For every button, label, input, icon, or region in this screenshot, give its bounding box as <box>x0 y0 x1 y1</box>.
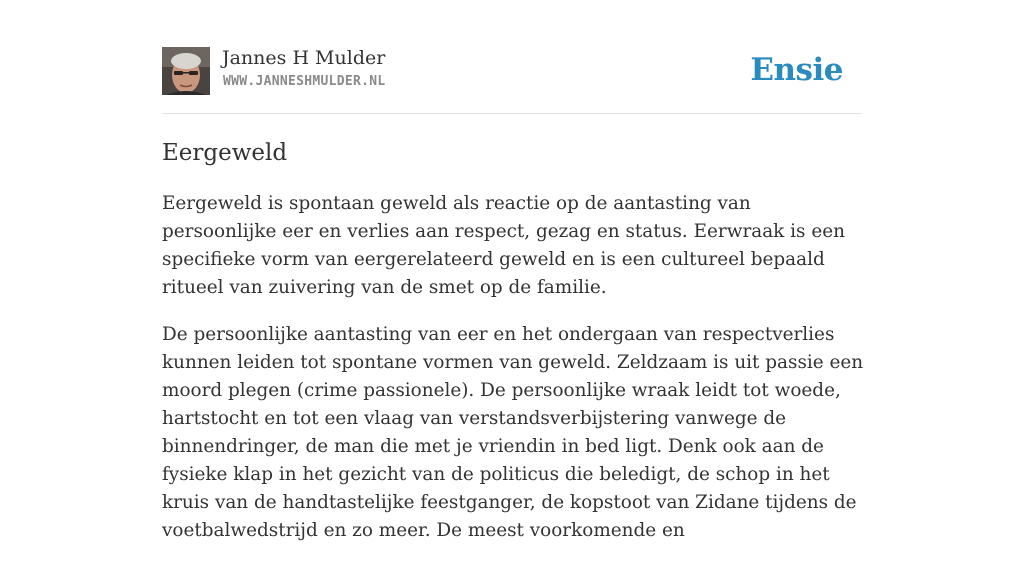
author-website-link[interactable]: WWW.JANNESHMULDER.NL <box>223 74 386 89</box>
article-title: Eergeweld <box>162 140 288 166</box>
header-divider <box>162 113 862 114</box>
article-paragraph-1: Eergeweld is spontaan geweld als reactie op de aantasting van persoonlijke eer en verlies aan respect, gezag en status. Eerwraak is een specifieke vorm van eergerelateerd geweld en is een cultureel bepaald ritueel van zuivering van de smet op de familie. <box>162 193 845 298</box>
article-body <box>162 190 868 564</box>
author-avatar[interactable] <box>162 47 210 95</box>
brand-logo[interactable]: Ensie <box>750 52 843 88</box>
article-paragraph-2: De persoonlijke aantasting van eer en het ondergaan van respectverlies kunnen leiden tot spontane vormen van geweld. Zeldzaam is uit passie een moord plegen (crime passionele). De persoonlijke wraak leidt tot woede, hartstocht en tot een vlaag van verstandsverbijstering vanwege de binnendringer, de man die met je vriendin in bed ligt. Denk ook aan de fysieke klap in het gezicht van de politicus die beledigt, de schop in het kruis van de handtastelijke feestganger, de kopstoot van Zidane tijdens de voetbalwedstrijd en zo meer. De meest voorkomende en <box>162 324 864 541</box>
header <box>162 45 862 97</box>
portrait-icon <box>162 47 210 95</box>
author-name[interactable]: Jannes H Mulder <box>222 47 386 69</box>
